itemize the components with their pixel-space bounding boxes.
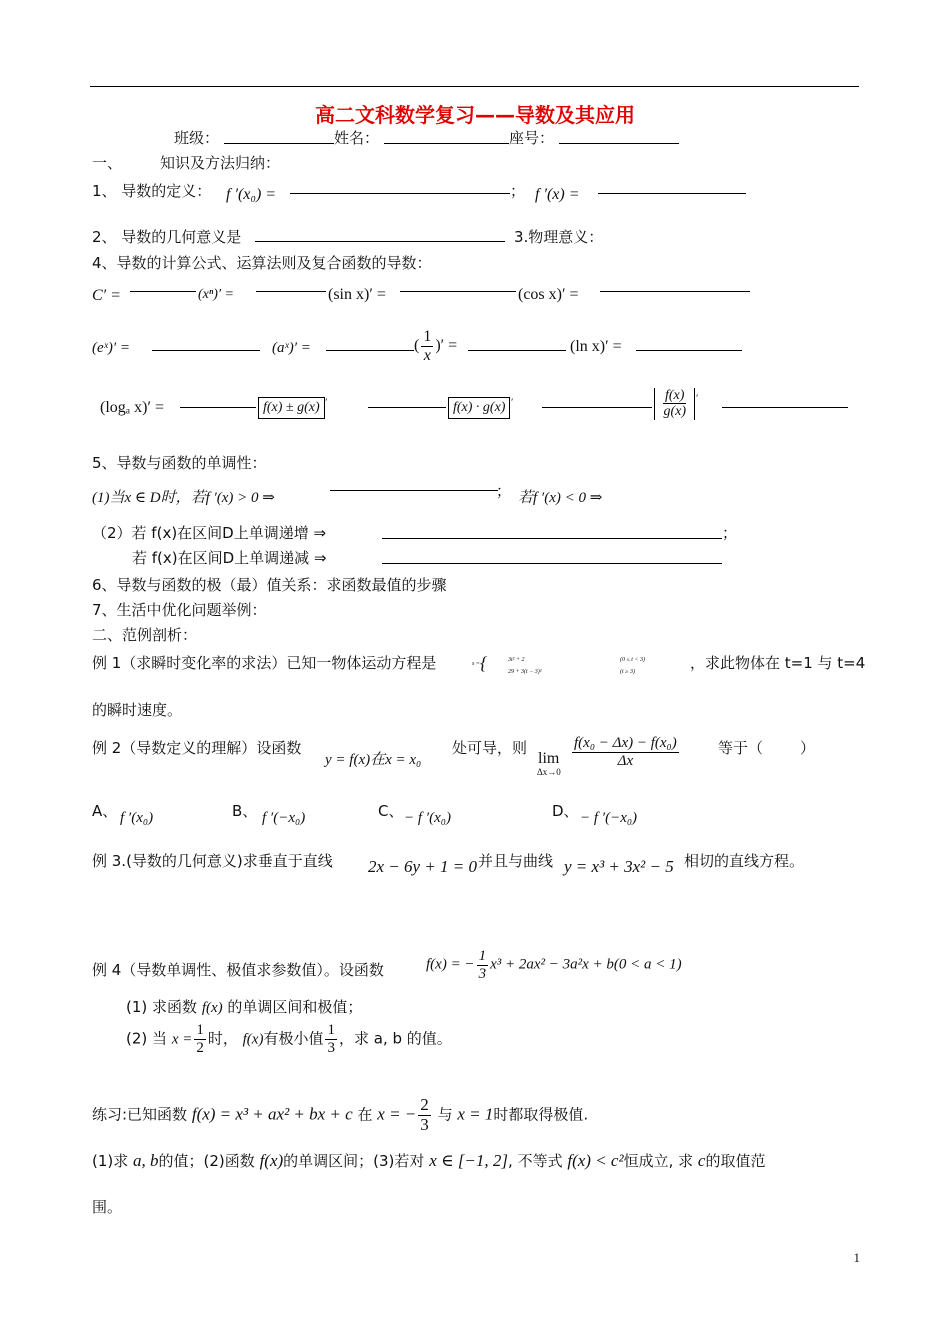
item2-label: 2、 导数的几何意义是 xyxy=(92,228,242,246)
example4-q2: (2) 当 x = $\frac{1}{2}$ 时， f(x)有极小值 $\frac{1}{3}$ ，求 a, b 的值。 xyxy=(126,1022,452,1056)
item6: 6、导数与函数的极（最）值关系：求函数最值的步骤 xyxy=(92,576,447,594)
item1-label: 1、 导数的定义： xyxy=(92,182,212,200)
formula-sum-blank[interactable] xyxy=(368,407,446,408)
example2-lim: lim xyxy=(538,750,560,767)
choice-a[interactable]: f ′(x₀) xyxy=(120,810,154,826)
derivative-def-blank[interactable] xyxy=(290,193,510,194)
formula-ln: (ln x)′ = xyxy=(570,338,622,355)
example4-text: 例 4（导数单调性、极值求参数值）。设函数 xyxy=(92,961,384,979)
mono2-decreasing: 若 f(x)在区间D上单调递减 ⇒ xyxy=(132,549,327,567)
example2-function: y = f(x)在x = x₀ xyxy=(325,752,422,768)
practice-line2: (1)求 a, b的值；(2)函数 f(x)的单调区间；(3)若对 x ∈ [−1, 2], 不等式 f(x) < c²恒成立, 求 c的取值范 xyxy=(92,1151,766,1170)
formula-sum-rule: f(x) ± g(x) ′ xyxy=(258,397,327,419)
derivative-fn-blank[interactable] xyxy=(598,193,746,194)
mono1-sep: ； xyxy=(496,482,512,500)
example3-text-3: 相切的直线方程。 xyxy=(684,852,805,870)
item5-label: 5、导数与函数的单调性： xyxy=(92,454,267,472)
example3-text: 例 3.(导数的几何意义)求垂直于直线 xyxy=(92,852,333,870)
class-label: 班级： xyxy=(174,129,220,147)
formula-power-blank[interactable] xyxy=(256,291,326,292)
seat-blank[interactable] xyxy=(559,143,679,144)
seat-label: 座号： xyxy=(509,129,555,147)
item7: 7、生活中优化问题举例： xyxy=(92,601,267,619)
example3-text-2: 并且与曲线 xyxy=(478,852,554,870)
example1-text: 例 1（求瞬时变化率的求法）已知一物体运动方程是 xyxy=(92,654,437,672)
formula-ln-blank[interactable] xyxy=(636,350,742,351)
formula-const: C′ = xyxy=(92,287,121,304)
example3-curve: y = x³ + 3x² − 5 xyxy=(564,857,674,876)
example1-text-2: ，求此物体在 t=1 与 t=4 xyxy=(690,654,866,672)
formula-sin: (sin x)′ = xyxy=(328,286,386,303)
example4-q1: (1) 求函数 f(x) 的单调区间和极值； xyxy=(126,998,363,1016)
choice-d-label: D、 xyxy=(552,802,579,820)
formula-cos: (cos x)′ = xyxy=(518,286,579,303)
formula-sin-blank[interactable] xyxy=(400,291,516,292)
derivative-def-formula: f ′(x₀) = xyxy=(226,186,277,203)
practice-line3: 围。 xyxy=(92,1198,123,1216)
mono2-increasing-blank[interactable] xyxy=(382,538,722,539)
mono2-increasing: （2）若 f(x)在区间D上单调递增 ⇒ xyxy=(92,524,327,542)
name-label: 姓名： xyxy=(334,129,380,147)
formula-cos-blank[interactable] xyxy=(600,291,750,292)
mono1-decreasing: 若f ′(x) < 0 ⇒ xyxy=(518,490,603,506)
practice-line1: 练习:已知函数 f(x) = x³ + ax² + bx + c 在 x = − $\frac{2}{3}$ 与 x = 1时都取得极值. xyxy=(92,1095,589,1134)
formula-reciprocal: ( $\frac{1}{x}$ )′ = xyxy=(414,328,458,364)
formula-product-rule: f(x) · g(x) ′ xyxy=(448,397,513,419)
choice-b[interactable]: f ′(−x₀) xyxy=(262,810,306,826)
derivative-fn-formula: f ′(x) = xyxy=(535,186,580,203)
mono2-decreasing-blank[interactable] xyxy=(382,563,722,564)
formula-product-blank[interactable] xyxy=(542,407,652,408)
example1-text-3: 的瞬时速度。 xyxy=(92,701,183,719)
page-number: 1 xyxy=(853,1250,860,1265)
choice-b-label: B、 xyxy=(232,802,258,820)
formula-quotient-rule: $\frac{f(x)}{g(x)}$ ′ xyxy=(654,388,698,420)
formula-const-blank[interactable] xyxy=(130,291,196,292)
example2-fraction: $\frac{\text{f(x₀ − Δx) − f(x₀)}}{\Delta x}$ xyxy=(574,735,677,769)
example2-lim-sub: Δx→0 xyxy=(537,767,561,777)
formula-reciprocal-blank[interactable] xyxy=(468,350,566,351)
formula-log: (logₐ x)′ = xyxy=(100,399,164,416)
formula-ax-blank[interactable] xyxy=(326,350,414,351)
example2-text: 例 2（导数定义的理解）设函数 xyxy=(92,739,302,757)
section1-label: 知识及方法归纳： xyxy=(160,154,281,172)
formula-ax: (aˣ)′ = xyxy=(272,340,311,356)
formula-exp: (eˣ)′ = xyxy=(92,340,131,356)
class-blank[interactable] xyxy=(224,143,334,144)
formula-quotient-blank[interactable] xyxy=(722,407,848,408)
mono2-end: ； xyxy=(722,524,738,542)
formula-power: (xⁿ)′ = xyxy=(198,287,234,302)
example2-text-4: ） xyxy=(800,739,816,757)
name-blank[interactable] xyxy=(384,143,509,144)
example4-function: f(x) = − $\frac{1}{3}$ x³ + 2ax² − 3a²x + b(0 < a < 1) xyxy=(426,948,682,982)
section1-num: 一、 xyxy=(92,154,123,172)
example2-text-2: 处可导，则 xyxy=(452,739,528,757)
item4-label: 4、导数的计算公式、运算法则及复合函数的导数： xyxy=(92,254,432,272)
example3-line: 2x − 6y + 1 = 0 xyxy=(368,857,478,876)
choice-c[interactable]: − f ′(x₀) xyxy=(404,810,451,826)
mono1-condition: (1)当x ∈ D时，若f ′(x) > 0 ⇒ xyxy=(92,490,275,506)
page-title: 高二文科数学复习——导数及其应用 xyxy=(315,103,635,127)
geometric-meaning-blank[interactable] xyxy=(255,241,505,242)
item3-label: 3.物理意义： xyxy=(514,228,604,246)
section2-label: 二、范例剖析： xyxy=(92,626,198,644)
choice-a-label: A、 xyxy=(92,802,118,820)
choice-c-label: C、 xyxy=(378,802,404,820)
top-rule xyxy=(90,86,859,87)
example2-text-3: 等于（ xyxy=(718,739,764,757)
choice-d[interactable]: − f ′(−x₀) xyxy=(580,810,638,826)
formula-log-blank[interactable] xyxy=(180,407,256,408)
item1-sep: ； xyxy=(510,182,526,200)
mono1-blank[interactable] xyxy=(330,490,498,491)
formula-exp-blank[interactable] xyxy=(152,350,260,351)
